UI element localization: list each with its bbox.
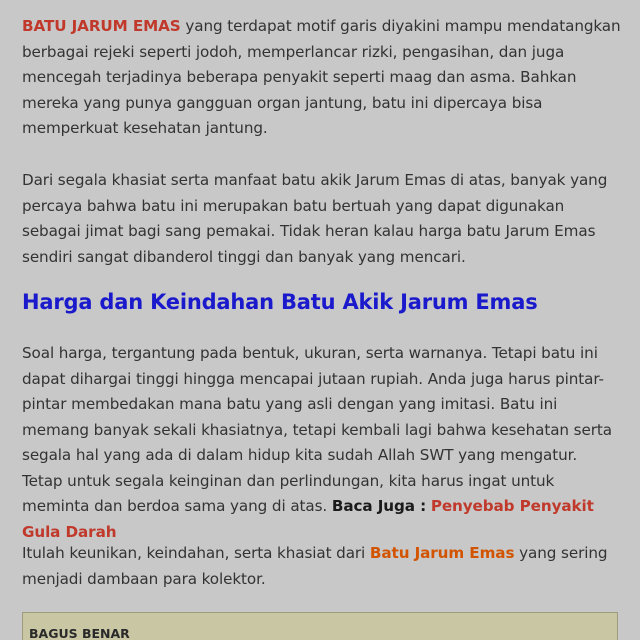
paragraph-intro-text: yang terdapat motif garis diyakini mampu mendatangkan berbagai rejeki seperti jodoh, memperlancar rizki, pengasihan, dan juga mencegah terjadinya beberapa penyakit seperti maag dan asma. Bahkan mereka yang punya gangguan organ jantung, batu ini dipercaya bisa memperkuat kesehatan jantung. [22, 17, 621, 137]
batu-jarum-emas-link-2[interactable]: Batu Jarum Emas [369, 544, 515, 562]
paragraph-intro [22, 14, 622, 142]
paragraph-penutup-text-before: Itulah keunikan, keindahan, serta khasiat dari [22, 544, 370, 562]
paragraph-harga-text: Soal harga, tergantung pada bentuk, ukuran, serta warnanya. Tetapi batu ini dapat dihargai tinggi hingga mencapai jutaan rupiah. Anda juga harus pintar-pintar membedakan mana batu yang asli dengan yang imitasi. Batu ini memang banyak sekali khasiatnya, tetapi kembali lagi bahwa kesehatan serta segala hal yang ada di dalam hidup kita sudah Allah SWT yang mengatur. Tetap untuk segala keinginan dan perlindungan, kita harus ingat untuk meminta dan berdoa sama yang di atas. [22, 344, 612, 515]
related-box-label: BAGUS BENAR [29, 626, 130, 640]
paragraph-harga [22, 341, 622, 545]
paragraph-khasiat-text: Dari segala khasiat serta manfaat batu akik Jarum Emas di atas, banyak yang percaya bahwa batu ini merupakan batu bertuah yang dapat digunakan sebagai jimat bagi sang pemakai. Tidak heran kalau harga batu Jarum Emas sendiri sangat dibanderol tinggi dan banyak yang mencari. [22, 171, 608, 266]
penyebab-penyakit-link[interactable]: Penyebab Penyakit Gula Darah [22, 497, 594, 541]
batu-jarum-emas-link[interactable]: BATU JARUM EMAS [22, 17, 181, 35]
baca-juga-label: Baca Juga : [331, 497, 427, 515]
paragraph-khasiat [22, 168, 622, 270]
related-box [22, 612, 618, 640]
paragraph-penutup-text-after: yang sering menjadi dambaan para kolektor. [22, 544, 608, 588]
section-heading: Harga dan Keindahan Batu Akik Jarum Emas [22, 290, 538, 314]
paragraph-penutup [22, 541, 622, 592]
